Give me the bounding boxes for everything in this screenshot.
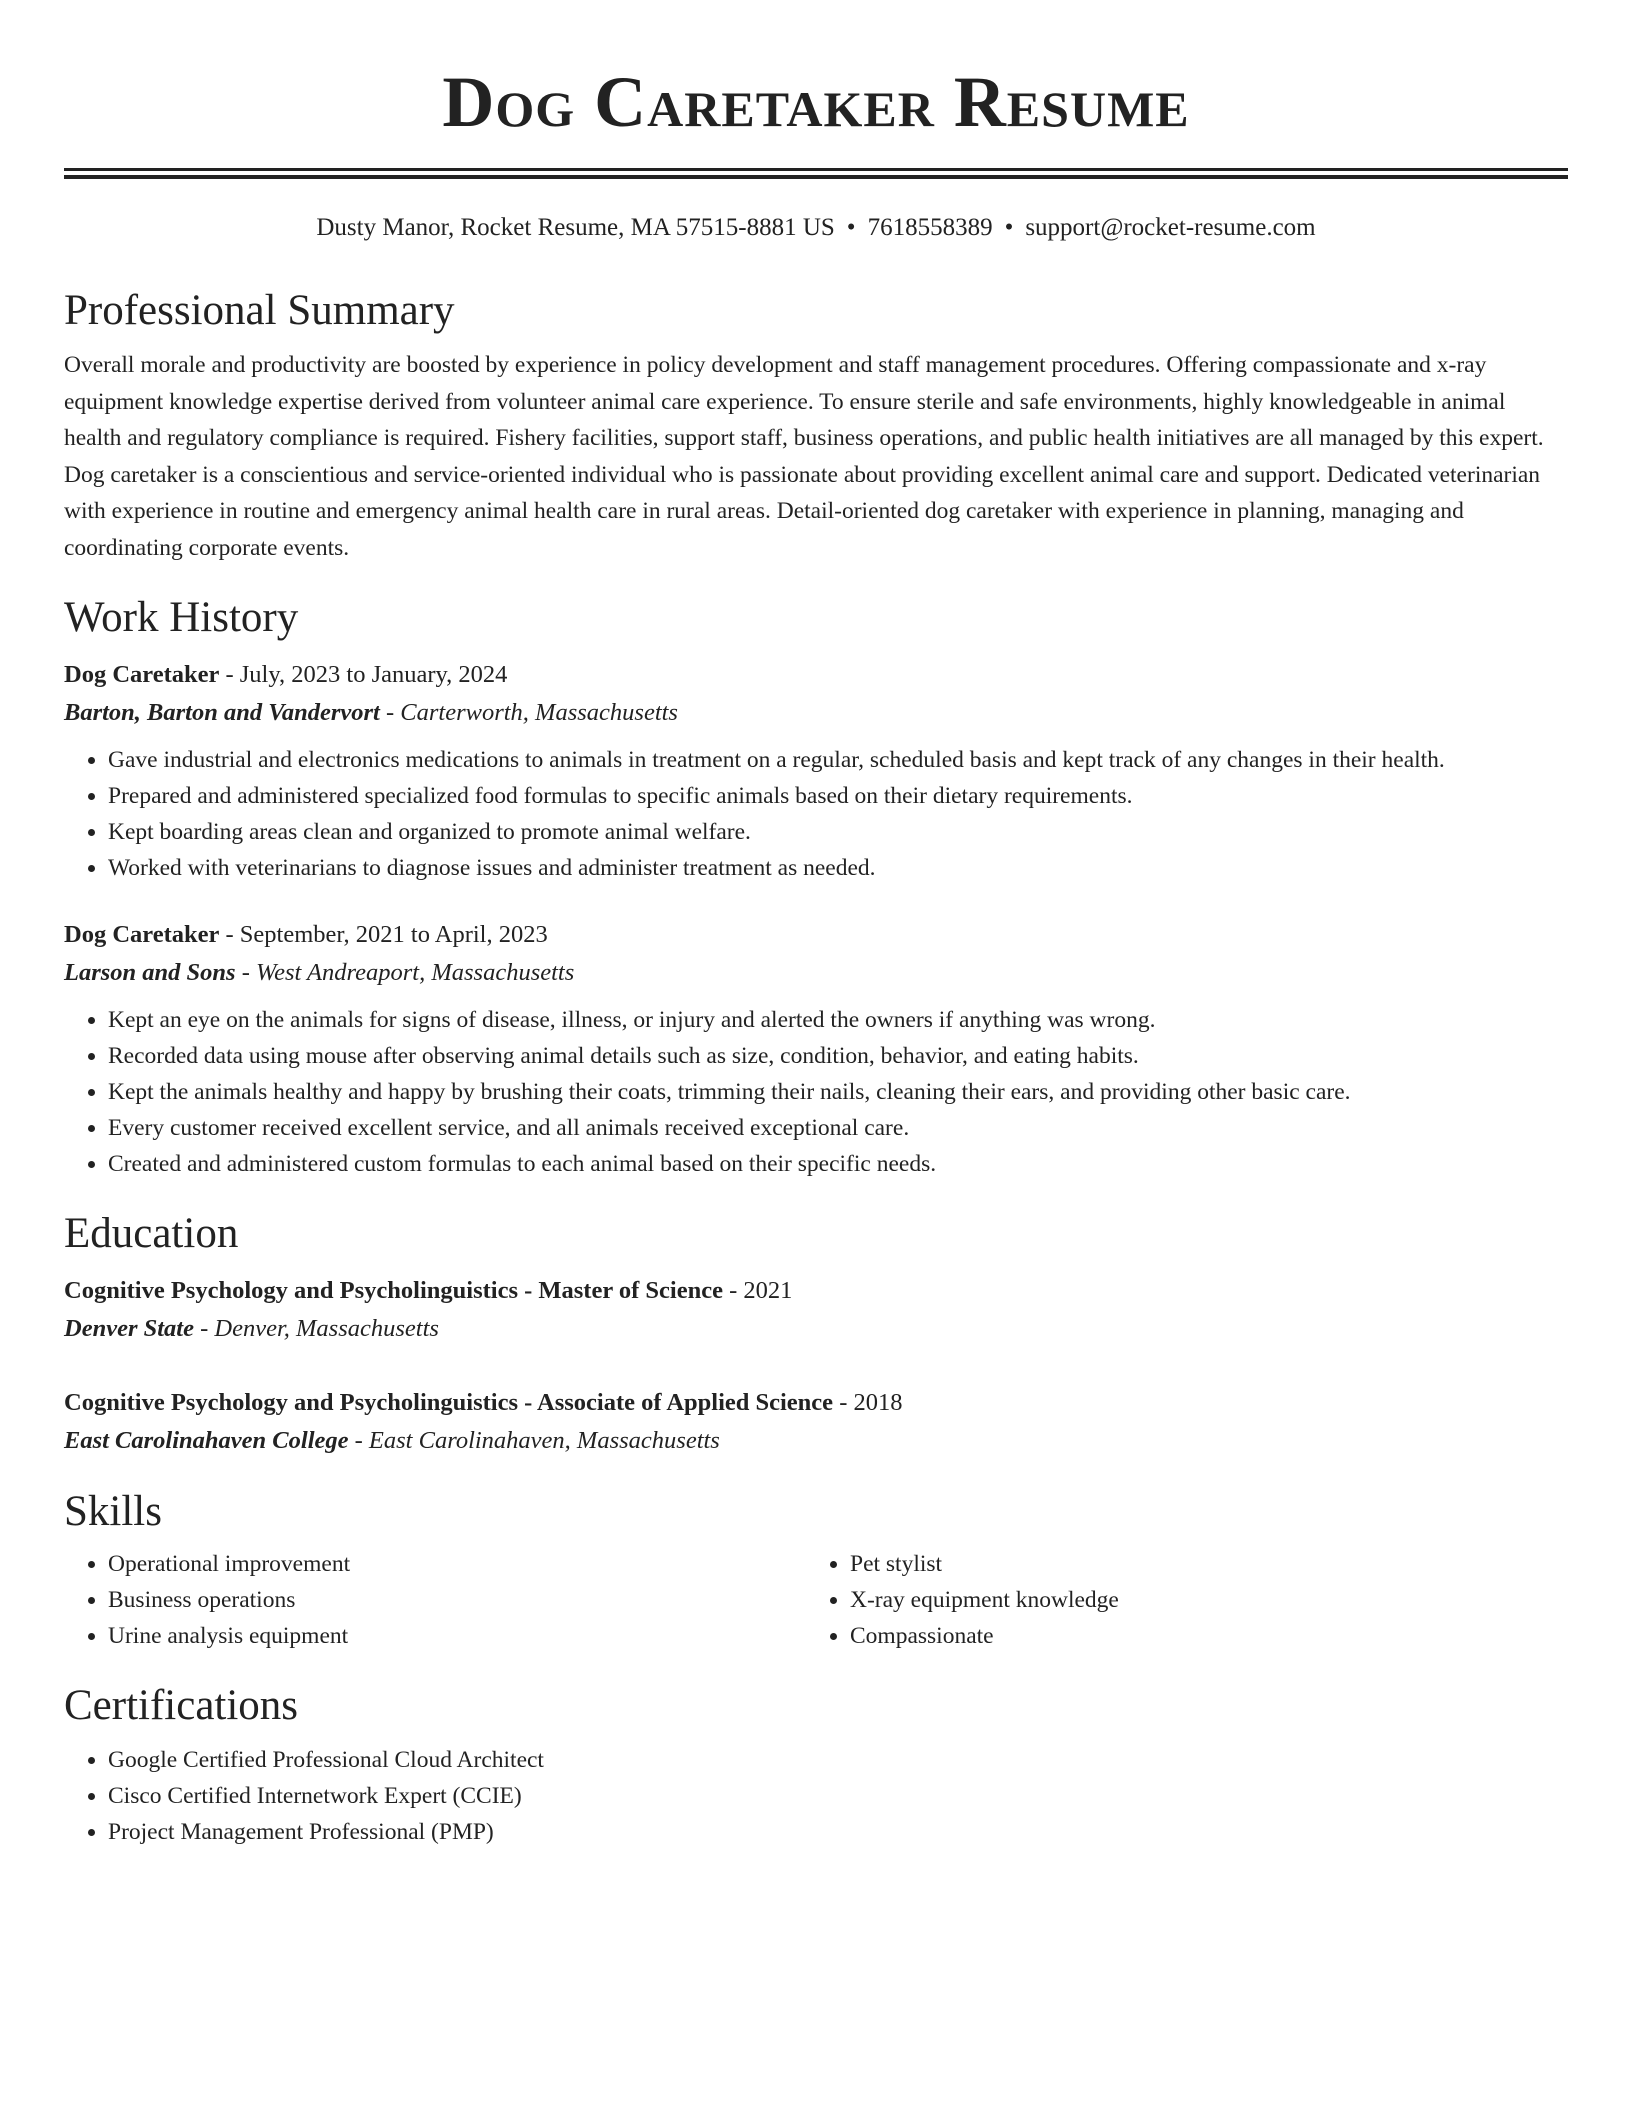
education-school: Denver State — [64, 1315, 194, 1342]
summary-text: Overall morale and productivity are boosted by experience in policy development and staff management procedures. Offering compassionate and x-ray equipment knowledge expertise derived from volunteer animal care experience. To ensure sterile and safe environments, highly knowledgeable in animal health and regulatory compliance is required. Fishery facilities, support staff, business operations, and public health initiatives are all managed by this expert. Dog caretaker is a conscientious and service-oriented individual who is passionate about providing excellent animal care and support. Dedicated veterinarian with experience in routine and emergency animal health care in rural areas. Detail-oriented dog caretaker with experience in planning, managing and coordinating corporate events. — [64, 352, 1544, 561]
summary-heading: Professional Summary — [64, 287, 455, 334]
work-history-heading: Work History — [64, 594, 299, 641]
job-bullet: • Worked with veterinarians to diagnose issues and administer treatment as needed. — [108, 850, 1568, 886]
education-location: - Denver, Massachusetts — [193, 1315, 439, 1342]
job-bullet: • Kept an eye on the animals for signs of disease, illness, or injury and alerted the owners if anything was wrong. — [108, 1002, 1568, 1038]
skill-item: • Compassionate — [850, 1618, 1119, 1654]
job-bullet: • Every customer received excellent service, and all animals received exceptional care. — [108, 1110, 1568, 1146]
education-heading: Education — [64, 1210, 239, 1257]
education-degree: Cognitive Psychology and Psycholinguistics - Associate of Applied Science — [64, 1389, 834, 1416]
education-location: - East Carolinahaven, Massachusetts — [348, 1427, 720, 1454]
skills-heading: Skills — [64, 1488, 162, 1535]
job-title: Dog Caretaker — [64, 921, 220, 948]
job-bullet: • Created and administered custom formulas to each animal based on their specific needs. — [108, 1146, 1568, 1182]
job-dates: - July, 2023 to January, 2024 — [219, 661, 508, 688]
job-entry — [64, 656, 1568, 886]
education-entry — [64, 1272, 1568, 1348]
job-title-line — [64, 656, 1568, 694]
education-degree-line — [64, 1272, 1568, 1310]
job-bullet: • Kept boarding areas clean and organized to promote animal welfare. — [108, 814, 1568, 850]
job-company-line — [64, 954, 1568, 992]
skills-columns — [64, 1546, 1568, 1654]
education-entry — [64, 1384, 1568, 1460]
education-degree-line — [64, 1384, 1568, 1422]
job-title: Dog Caretaker — [64, 661, 220, 688]
job-title-line — [64, 916, 1568, 954]
education-school-line — [64, 1310, 1568, 1348]
contact-separator: • — [1004, 214, 1014, 241]
education-year: - 2018 — [833, 1389, 903, 1416]
contact-separator: • — [846, 214, 856, 241]
job-bullet: • Kept the animals healthy and happy by brushing their coats, trimming their nails, cleaning their ears, and providing other basic care. — [108, 1074, 1568, 1110]
skill-item: • Pet stylist — [850, 1546, 1119, 1582]
job-company-line — [64, 694, 1568, 732]
education-year: - 2021 — [722, 1277, 793, 1304]
contact-phone: 7618558389 — [867, 214, 993, 241]
contact-address: Dusty Manor, Rocket Resume, MA 57515-8881 US — [316, 214, 835, 241]
skill-item: • Operational improvement — [108, 1546, 806, 1582]
job-location: - West Andreaport, Massachusetts — [235, 959, 575, 986]
certification-item: • Project Management Professional (PMP) — [108, 1814, 1568, 1850]
skill-item: • Urine analysis equipment — [108, 1618, 806, 1654]
education-degree: Cognitive Psychology and Psycholinguistics - Master of Science — [64, 1277, 723, 1304]
education-school: East Carolinahaven College — [64, 1427, 349, 1454]
job-location: - Carterworth, Massachusetts — [379, 699, 678, 726]
skill-item: • Business operations — [108, 1582, 806, 1618]
skill-item: • X-ray equipment knowledge — [850, 1582, 1119, 1618]
resume-title: Dog Caretaker Resume — [442, 62, 1190, 142]
skills-list-left — [64, 1546, 806, 1654]
job-bullet: • Recorded data using mouse after observing animal details such as size, condition, behavior, and eating habits. — [108, 1038, 1568, 1074]
job-company: Larson and Sons — [64, 959, 236, 986]
job-bullets — [64, 1002, 1568, 1182]
contact-email: support@rocket-resume.com — [1025, 214, 1316, 241]
job-entry — [64, 916, 1568, 1182]
job-dates: - September, 2021 to April, 2023 — [219, 921, 548, 948]
certification-item: • Cisco Certified Internetwork Expert (CCIE) — [108, 1778, 1568, 1814]
job-bullet: • Gave industrial and electronics medications to animals in treatment on a regular, scheduled basis and kept track of any changes in their health. — [108, 742, 1568, 778]
skills-list-right — [806, 1546, 1119, 1654]
certifications-heading: Certifications — [64, 1682, 299, 1729]
job-bullet: • Prepared and administered specialized food formulas to specific animals based on their dietary requirements. — [108, 778, 1568, 814]
job-company: Barton, Barton and Vandervort — [64, 699, 380, 726]
title-divider — [64, 168, 1568, 179]
certifications-list — [64, 1742, 1568, 1850]
job-bullets — [64, 742, 1568, 886]
certification-item: • Google Certified Professional Cloud Architect — [108, 1742, 1568, 1778]
contact-line — [64, 211, 1568, 245]
education-school-line — [64, 1422, 1568, 1460]
